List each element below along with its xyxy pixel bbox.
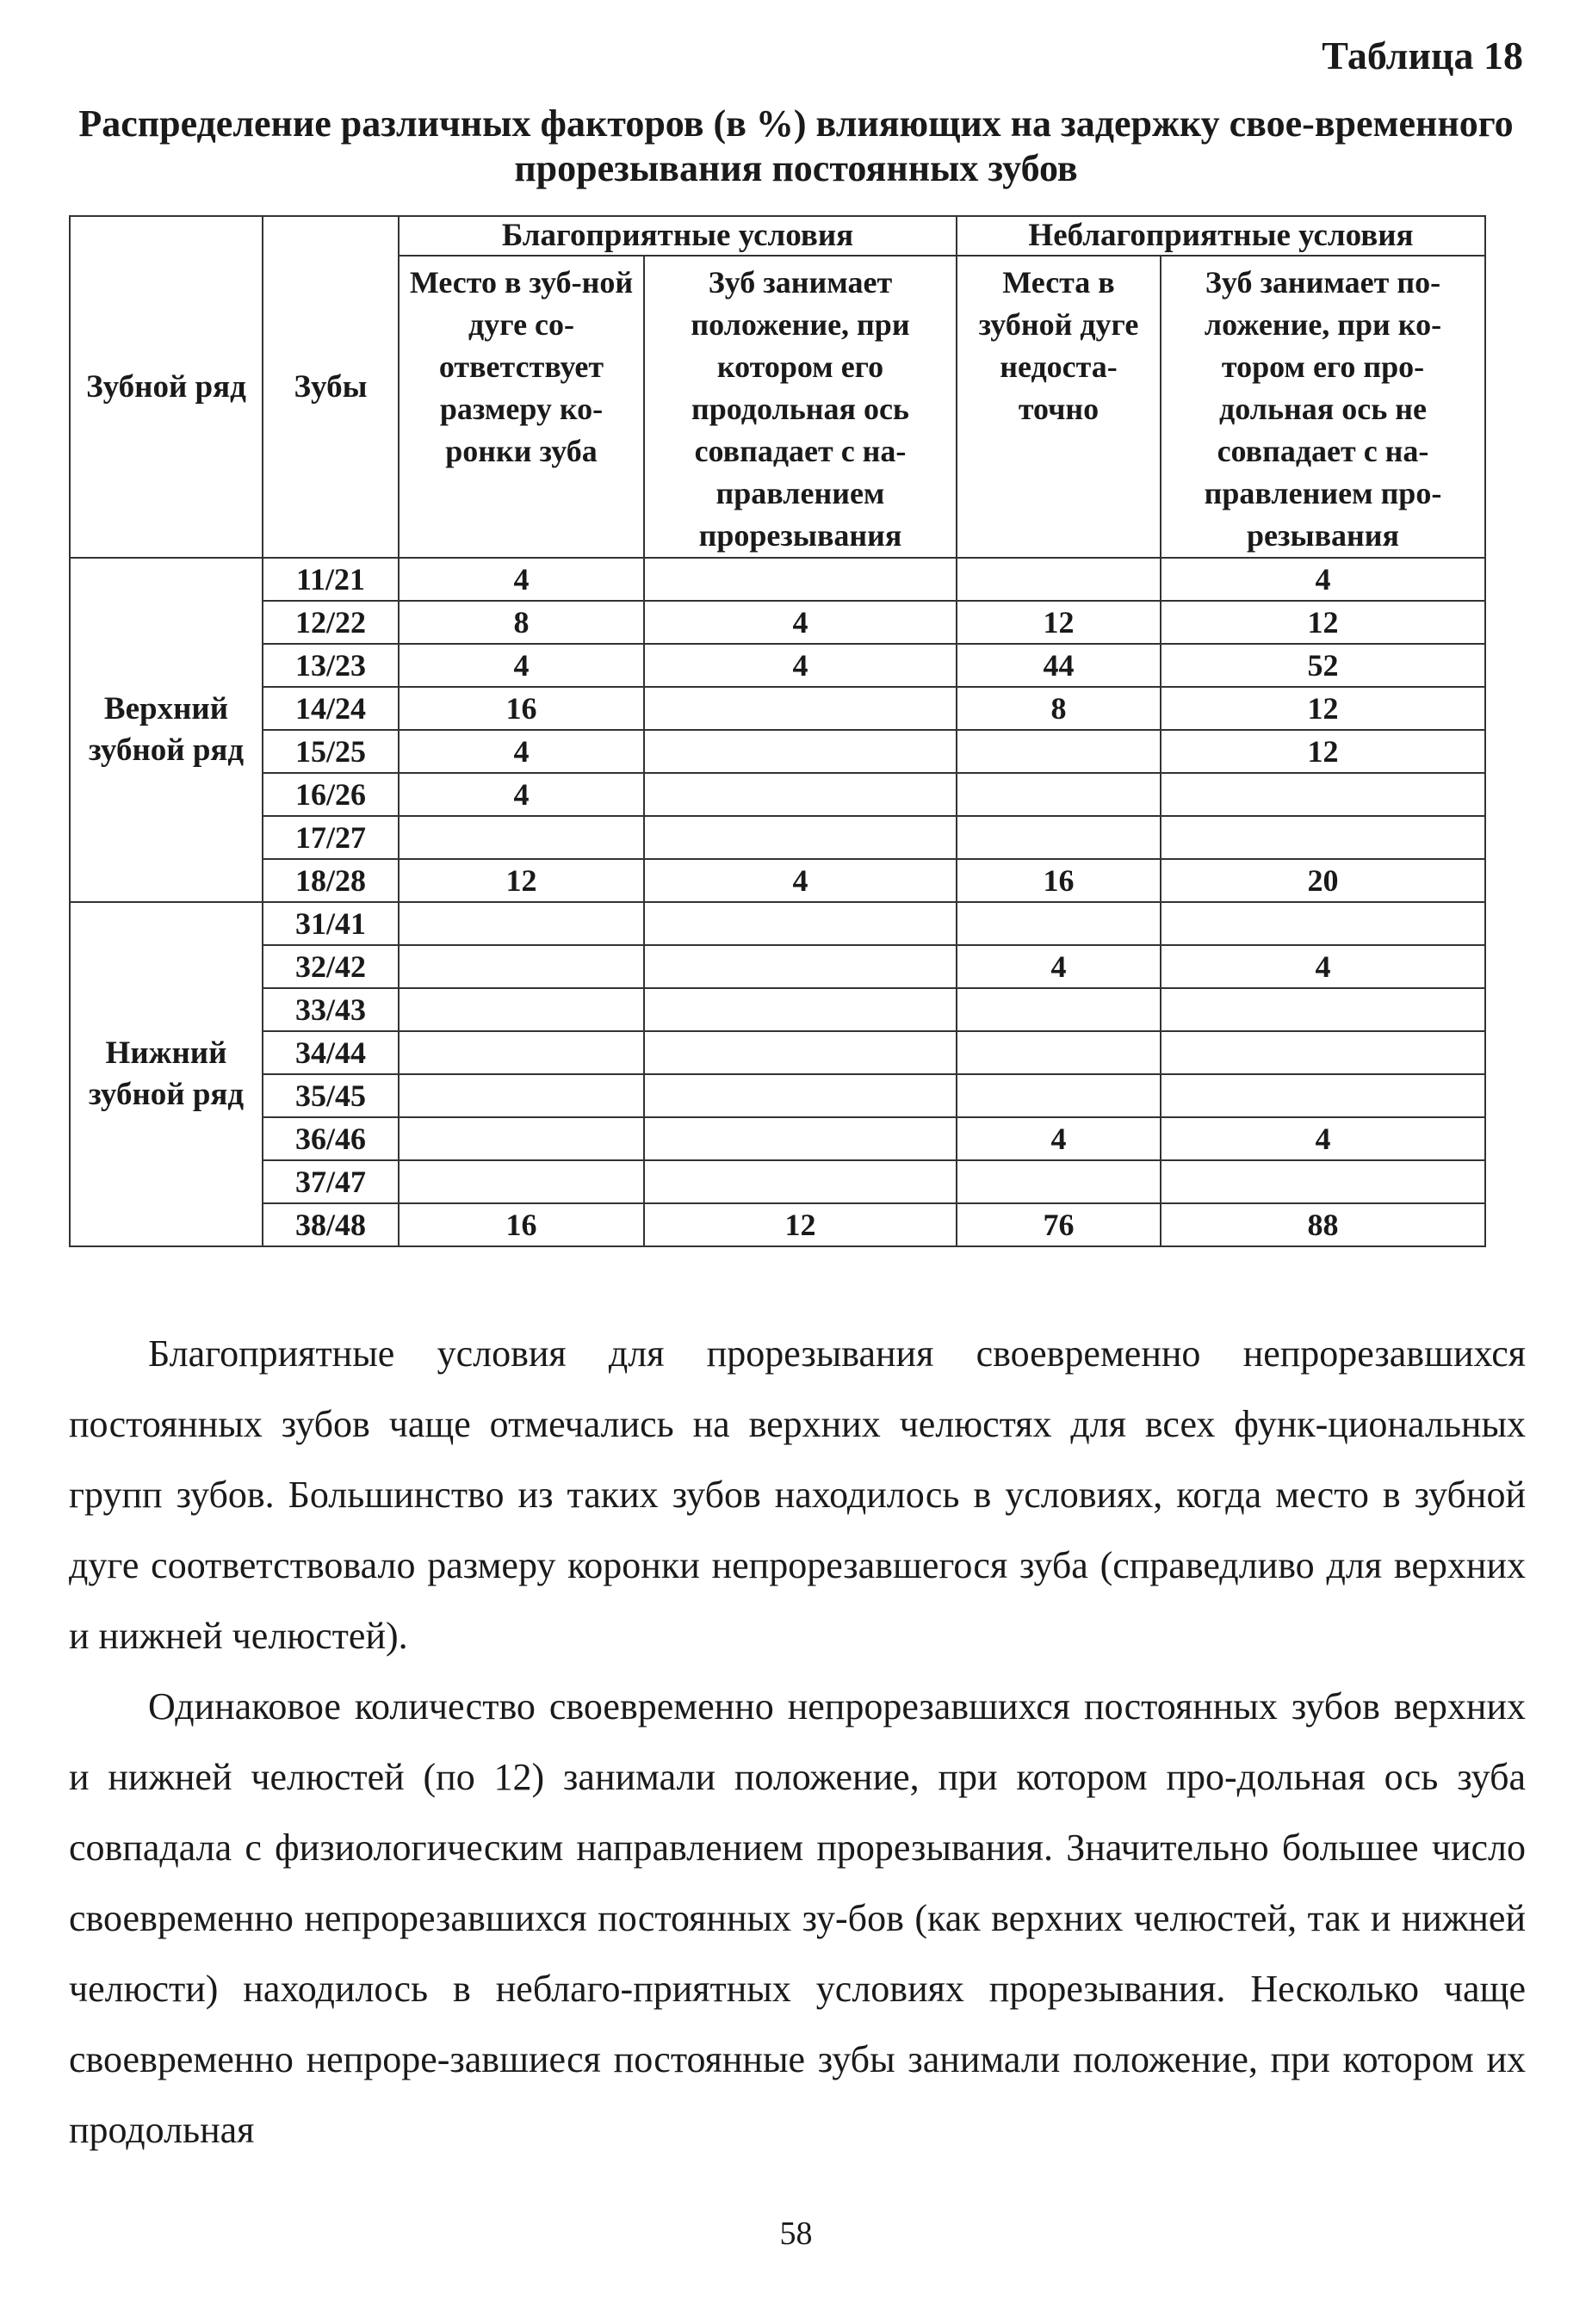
cell-unfav-space: 16 bbox=[957, 859, 1161, 902]
table-row bbox=[70, 816, 1485, 859]
header-teeth: Зубы bbox=[263, 216, 399, 558]
row-group-label: Нижний зубной ряд bbox=[70, 902, 263, 1246]
row-group-label: Верхний зубной ряд bbox=[70, 558, 263, 902]
cell-fav-space: 4 bbox=[399, 558, 644, 601]
cell-fav-axis: 4 bbox=[644, 859, 957, 902]
cell-teeth: 16/26 bbox=[263, 773, 399, 816]
cell-unfav-axis bbox=[1161, 902, 1485, 945]
cell-fav-space bbox=[399, 902, 644, 945]
cell-teeth: 13/23 bbox=[263, 644, 399, 687]
cell-teeth: 18/28 bbox=[263, 859, 399, 902]
cell-fav-axis bbox=[644, 1074, 957, 1117]
table-row bbox=[70, 1074, 1485, 1117]
header-row-group: Зубной ряд bbox=[70, 216, 263, 558]
table-row bbox=[70, 1117, 1485, 1160]
cell-teeth: 17/27 bbox=[263, 816, 399, 859]
table-row bbox=[70, 601, 1485, 644]
cell-fav-axis: 4 bbox=[644, 601, 957, 644]
cell-fav-axis: 4 bbox=[644, 644, 957, 687]
cell-unfav-space: 44 bbox=[957, 644, 1161, 687]
cell-unfav-axis: 12 bbox=[1161, 730, 1485, 773]
table-row bbox=[70, 859, 1485, 902]
cell-unfav-space bbox=[957, 1160, 1161, 1203]
cell-fav-axis bbox=[644, 816, 957, 859]
cell-teeth: 38/48 bbox=[263, 1203, 399, 1246]
paragraph: Благоприятные условия для прорезывания своевременно непрорезавшихся постоянных зубов чаще отмечались на верхних челюстях для всех функ-циональных групп зубов. Большинство из таких зубов находилось в условиях, когда место в зубной дуге соответствовало размеру коронки непрорезавшегося зуба (справедливо для верхних и нижней челюстей). bbox=[69, 1332, 1526, 1657]
table-row bbox=[70, 1160, 1485, 1203]
cell-unfav-space: 8 bbox=[957, 687, 1161, 730]
cell-teeth: 32/42 bbox=[263, 945, 399, 988]
cell-fav-axis bbox=[644, 902, 957, 945]
cell-fav-space bbox=[399, 1160, 644, 1203]
cell-teeth: 14/24 bbox=[263, 687, 399, 730]
body-text bbox=[69, 1319, 1526, 2166]
cell-unfav-space: 76 bbox=[957, 1203, 1161, 1246]
cell-fav-space: 4 bbox=[399, 730, 644, 773]
cell-fav-axis bbox=[644, 687, 957, 730]
cell-unfav-space bbox=[957, 558, 1161, 601]
page-number: 58 bbox=[779, 2216, 813, 2252]
cell-unfav-axis bbox=[1161, 773, 1485, 816]
cell-unfav-space bbox=[957, 902, 1161, 945]
cell-fav-axis bbox=[644, 988, 957, 1031]
header-favorable: Благоприятные условия bbox=[399, 216, 957, 256]
cell-unfav-space: 4 bbox=[957, 1117, 1161, 1160]
header-unfav-axis: Зуб занимает по-ложение, при ко-тором его про-дольная ось не совпадает с на-правлением про-резывания bbox=[1161, 256, 1485, 558]
header-unfav-space: Места в зубной дуге недоста-точно bbox=[957, 256, 1161, 558]
table-row bbox=[70, 1031, 1485, 1074]
cell-unfav-space bbox=[957, 1074, 1161, 1117]
header-unfavorable: Неблагоприятные условия bbox=[957, 216, 1485, 256]
cell-fav-space: 8 bbox=[399, 601, 644, 644]
table-row bbox=[70, 730, 1485, 773]
cell-fav-space bbox=[399, 945, 644, 988]
cell-unfav-axis: 12 bbox=[1161, 687, 1485, 730]
cell-fav-axis bbox=[644, 1031, 957, 1074]
cell-unfav-axis: 20 bbox=[1161, 859, 1485, 902]
cell-unfav-axis bbox=[1161, 816, 1485, 859]
table-row bbox=[70, 1203, 1485, 1246]
cell-fav-space bbox=[399, 816, 644, 859]
cell-unfav-axis: 4 bbox=[1161, 1117, 1485, 1160]
cell-teeth: 15/25 bbox=[263, 730, 399, 773]
cell-unfav-axis bbox=[1161, 1031, 1485, 1074]
cell-fav-space: 16 bbox=[399, 1203, 644, 1246]
cell-unfav-axis bbox=[1161, 988, 1485, 1031]
cell-fav-space bbox=[399, 1074, 644, 1117]
cell-fav-axis: 12 bbox=[644, 1203, 957, 1246]
cell-teeth: 34/44 bbox=[263, 1031, 399, 1074]
cell-teeth: 36/46 bbox=[263, 1117, 399, 1160]
header-fav-space: Место в зуб-ной дуге со-ответствует размеру ко-ронки зуба bbox=[399, 256, 644, 558]
cell-unfav-space bbox=[957, 730, 1161, 773]
table-title: Распределение различных факторов (в %) влияющих на задержку свое-временного прорезывания постоянных зубов bbox=[78, 102, 1514, 189]
cell-unfav-axis: 88 bbox=[1161, 1203, 1485, 1246]
cell-fav-space bbox=[399, 1117, 644, 1160]
cell-unfav-space bbox=[957, 773, 1161, 816]
table-row bbox=[70, 902, 1485, 945]
cell-unfav-axis: 4 bbox=[1161, 945, 1485, 988]
cell-teeth: 11/21 bbox=[263, 558, 399, 601]
cell-unfav-axis bbox=[1161, 1160, 1485, 1203]
cell-teeth: 37/47 bbox=[263, 1160, 399, 1203]
cell-teeth: 35/45 bbox=[263, 1074, 399, 1117]
cell-fav-space: 4 bbox=[399, 644, 644, 687]
cell-teeth: 12/22 bbox=[263, 601, 399, 644]
cell-fav-axis bbox=[644, 1160, 957, 1203]
cell-fav-axis bbox=[644, 773, 957, 816]
cell-fav-space: 16 bbox=[399, 687, 644, 730]
cell-fav-axis bbox=[644, 1117, 957, 1160]
cell-fav-space bbox=[399, 1031, 644, 1074]
cell-fav-space bbox=[399, 988, 644, 1031]
header-fav-axis: Зуб занимает положение, при котором его продольная ось совпадает с на-правлением прорезывания bbox=[644, 256, 957, 558]
cell-unfav-space: 4 bbox=[957, 945, 1161, 988]
cell-unfav-axis: 52 bbox=[1161, 644, 1485, 687]
cell-unfav-axis bbox=[1161, 1074, 1485, 1117]
paragraph: Одинаковое количество своевременно непрорезавшихся постоянных зубов верхних и нижней челюстей (по 12) занимали положение, при котором про-дольная ось зуба совпадала с физиологическим направлением прорезывания. Значительно большее число своевременно непрорезавшихся постоянных зу-бов (как верхних челюстей, так и нижней челюсти) находилось в неблаго-приятных условиях прорезывания. Несколько чаще своевременно непроре-завшиеся постоянные зубы занимали положение, при котором их продольная bbox=[69, 1685, 1526, 2151]
cell-fav-axis bbox=[644, 730, 957, 773]
cell-unfav-axis: 4 bbox=[1161, 558, 1485, 601]
cell-unfav-space bbox=[957, 816, 1161, 859]
table-row bbox=[70, 773, 1485, 816]
cell-teeth: 31/41 bbox=[263, 902, 399, 945]
data-table bbox=[69, 215, 1486, 1247]
cell-unfav-space bbox=[957, 988, 1161, 1031]
cell-unfav-space bbox=[957, 1031, 1161, 1074]
cell-unfav-space: 12 bbox=[957, 601, 1161, 644]
cell-teeth: 33/43 bbox=[263, 988, 399, 1031]
cell-fav-axis bbox=[644, 945, 957, 988]
table-row bbox=[70, 558, 1485, 601]
cell-fav-space: 4 bbox=[399, 773, 644, 816]
table-row bbox=[70, 945, 1485, 988]
table-row bbox=[70, 687, 1485, 730]
cell-fav-axis bbox=[644, 558, 957, 601]
cell-fav-space: 12 bbox=[399, 859, 644, 902]
table-row bbox=[70, 644, 1485, 687]
table-label: Таблица 18 bbox=[1322, 34, 1523, 77]
cell-unfav-axis: 12 bbox=[1161, 601, 1485, 644]
table-row bbox=[70, 988, 1485, 1031]
